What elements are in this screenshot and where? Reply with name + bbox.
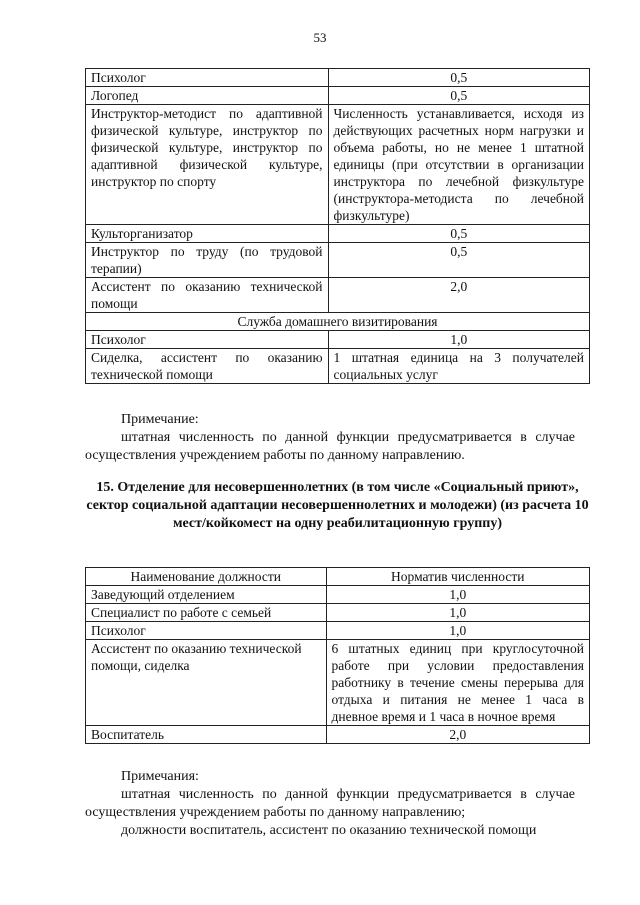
notes-title: Примечания: [121,769,199,784]
position-cell: Ассистент по оказанию технической помощи [86,278,329,313]
position-cell: Специалист по работе с семьей [86,604,327,622]
norm-cell: 1,0 [328,331,589,349]
position-cell: Психолог [86,331,329,349]
position-cell: Психолог [86,69,329,87]
norm-cell: 2,0 [326,726,589,744]
norm-cell: 1,0 [326,622,589,640]
staffing-table-1 [85,68,590,384]
page-number: 53 [313,30,327,45]
position-cell: Психолог [86,622,327,640]
position-cell: Культорганизатор [86,225,329,243]
table-row [86,586,590,604]
note-text: штатная численность по данной функции предусматривается в случае осуществления учреждением работы по данному направлению. [85,430,575,463]
norm-cell: 0,5 [328,69,589,87]
position-cell: Инструктор по труду (по трудовой терапии) [86,243,329,278]
norm-cell: 6 штатных единиц при круглосуточной работе при условии предоставления работнику в течение смены перерыва для отдыха и питания не менее 1 часа в дневное время и 1 часа в ночное время [326,640,589,726]
table-row [86,622,590,640]
table-row [86,726,590,744]
table-row [86,105,590,225]
table-row [86,225,590,243]
notes-text-1: штатная численность по данной функции предусматривается в случае осуществления учреждением работы по данному направлению; [85,787,575,820]
column-header-norm: Норматив численности [326,568,589,586]
position-cell: Инструктор-методист по адаптивной физической культуре, инструктор по физической культуре, инструктор по адаптивной физической культуре, инструктор по спорту [86,105,329,225]
notes-text-2: должности воспитатель, ассистент по оказанию технической помощи [121,823,537,838]
table-section-row [86,313,590,331]
norm-cell: 0,5 [328,225,589,243]
norm-cell: 1,0 [326,586,589,604]
table-row [86,331,590,349]
position-cell: Логопед [86,87,329,105]
norm-cell: 1 штатная единица на 3 получателей социальных услуг [328,349,589,384]
table-row [86,69,590,87]
note-title: Примечание: [121,412,199,427]
section-heading: 15. Отделение для несовершеннолетних (в том числе «Социальный приют», сектор социальной адаптации несовершеннолетних и молодежи) (из расчета 10 мест/койкомест на одну реабилитационную группу) [86,480,589,531]
norm-cell: 1,0 [326,604,589,622]
position-cell: Заведующий отделением [86,586,327,604]
staffing-table-2 [85,567,590,744]
norm-cell: 2,0 [328,278,589,313]
table-row [86,87,590,105]
section-title: Служба домашнего визитирования [86,313,590,331]
position-cell: Ассистент по оказанию технической помощи, сиделка [86,640,327,726]
position-cell: Воспитатель [86,726,327,744]
table-row [86,604,590,622]
table-row [86,278,590,313]
table-row [86,640,590,726]
norm-cell: 0,5 [328,87,589,105]
position-cell: Сиделка, ассистент по оказанию технической помощи [86,349,329,384]
table-row [86,243,590,278]
table-header-row [86,568,590,586]
norm-cell: Численность устанавливается, исходя из действующих расчетных норм нагрузки и объема работы, но не менее 1 штатной единицы (при отсутствии в организации инструктора по лечебной физкультуре (инструктора-методиста по лечебной физкультуре) [328,105,589,225]
column-header-position: Наименование должности [86,568,327,586]
norm-cell: 0,5 [328,243,589,278]
table-row [86,349,590,384]
